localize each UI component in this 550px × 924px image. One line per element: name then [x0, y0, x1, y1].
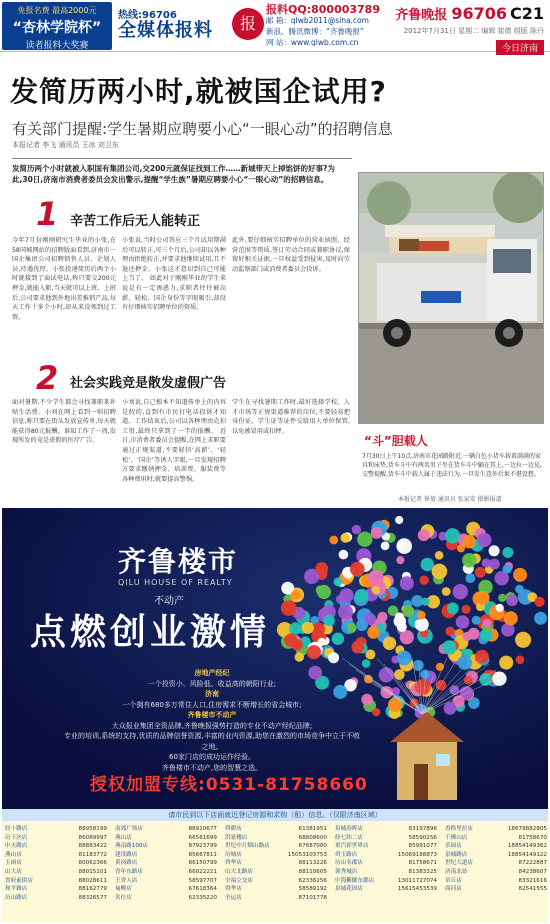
directory-row: [2, 885, 110, 894]
store-name: 重汽彩世界店: [335, 843, 369, 850]
store-name: 济南北站: [445, 868, 468, 875]
directory-column: [442, 825, 550, 894]
store-name: 山大店: [5, 868, 22, 875]
store-phone: 80062366: [78, 860, 107, 867]
store-phone: 81758671: [408, 860, 437, 867]
store-name: 和平路店: [5, 886, 28, 893]
store-name: 舜华店: [225, 860, 242, 867]
store-phone: 58597707: [188, 877, 217, 884]
article-byline: 本报记者 李飞 通讯员 王冰 刘卫东: [12, 141, 119, 149]
ad-line-5: 齐鲁楼市不动产: [187, 711, 237, 719]
store-phone: 15615453539: [397, 886, 437, 893]
directory-row: [2, 868, 110, 877]
directory-column: [2, 825, 110, 902]
store-phone: 88028611: [78, 877, 107, 884]
store-name: 章丘店: [445, 877, 462, 884]
news-photo: [358, 172, 544, 424]
body-para-5: 小刘说,自己根本不知道传单上的内容是假的,直到有市民打电话投诉才知道。工作结束后,公司以各种理由克扣工资,最终只拿到了一半的报酬。: [122, 399, 226, 435]
store-phone: 66022221: [188, 868, 217, 875]
store-name: 甸柳店: [115, 886, 132, 893]
ad-line-8: 60家门店的成功运作经验。: [169, 753, 255, 761]
paper-number: 96706: [451, 4, 507, 23]
directory-row: [222, 851, 330, 860]
directory-row: [442, 834, 550, 843]
directory-row: [112, 842, 220, 851]
ad-line-3: 济南: [205, 690, 219, 698]
store-name: 舜华店: [225, 886, 242, 893]
body-para-6: 近日,市消费者委员会提醒,在网上求职要通过正规渠道,不要轻信‘高薪’、‘轻松’、‘国企’等诱人字眼,一旦发现招聘方要求缴纳押金、培训费、服装费等各种费用时,就要提高警惕。: [122, 427, 226, 483]
store-name: 燕山店: [5, 851, 22, 858]
section2-title: 社会实践竞是散发虚假广告: [70, 376, 227, 391]
store-name: 香格里拉店: [445, 826, 473, 832]
store-phone: 88110605: [298, 868, 327, 875]
directory-row: [2, 851, 110, 860]
article-headline: 发简历两小时,就被国企试用?: [10, 75, 387, 108]
body-col-4: [12, 398, 116, 500]
directory-row: [222, 885, 330, 894]
store-name: 泉城春晖店: [335, 826, 363, 832]
store-name: 历山路店: [5, 894, 28, 901]
store-name: 经七纬二店: [335, 834, 363, 841]
store-phone: 62336256: [298, 877, 327, 884]
store-phone: 67687080: [298, 843, 327, 850]
directory-row: [332, 851, 440, 860]
store-phone: 18854149362: [507, 843, 547, 850]
store-name: 乐园店: [445, 843, 462, 850]
photo-caption: 7月30日上午10点,济南市花园路附近,一辆白色小货车载着满满的家具和床垫,货车斗中有两名男子坐在货车斗中躺在其上,一边拉一边晃,交警提醒,货车斗中载人属于违法行为,一旦发生意外后果不堪设想。: [362, 453, 542, 479]
store-phone: 86089997: [78, 834, 107, 841]
directory-row: [112, 877, 220, 886]
ad-phone-number: 0531-81758660: [205, 775, 368, 795]
ad-line-9: 齐鲁楼市不动产,您的智慧之选。: [161, 763, 263, 772]
hotline-number: 96706: [142, 10, 177, 21]
body-para-3: 如此对于刚刚毕业的学生来说是有一定诱惑力,求职者往往被高薪、轻松、国企身份等字眼吸引,却没有仔细核实招聘单位的资质。: [122, 275, 226, 312]
store-phone: 66561699: [188, 834, 217, 841]
directory-row: [442, 885, 550, 894]
date-line: 2012年7月31日 星期二 编辑 崔倩 组版 陈丹: [403, 27, 544, 35]
store-phone: 18678882805: [507, 826, 547, 832]
store-phone: 81183772: [78, 851, 107, 858]
directory-row: [222, 894, 330, 903]
directory-row: [222, 877, 330, 886]
store-phone: 87222887: [518, 860, 547, 867]
store-phone: 13011727074: [397, 877, 437, 884]
store-name: 历下区店: [5, 834, 28, 841]
directory-row: [332, 834, 440, 843]
store-phone: 87101778: [298, 894, 327, 901]
directory-row: [112, 859, 220, 868]
ad-line-6: 大众报业集团全资品牌,齐鲁晚报强势打造的专业不动产经纪品牌;: [111, 721, 313, 730]
store-name: 青年东路店: [115, 868, 143, 875]
qq-number: 800003789: [311, 3, 380, 16]
store-name: 燕山店: [115, 834, 132, 841]
section1-number: 1: [36, 195, 59, 233]
store-name: 历城店: [225, 851, 242, 858]
store-phone: 62335220: [188, 894, 217, 901]
ad-phone-label: 授权加盟专线:: [90, 775, 206, 795]
real-estate-ad[interactable]: [2, 508, 548, 809]
body-col-3: [232, 236, 350, 372]
store-phone: 86150799: [188, 860, 217, 867]
body-col-5: [122, 398, 226, 500]
directory-row: [442, 851, 550, 860]
store-name: 名仕店: [115, 894, 132, 901]
store-name: 经十路店: [5, 826, 28, 832]
ad-brand-sub: 不动产: [154, 596, 184, 607]
article-lead: 发简历两个小时就被入职国有集团公司,交200元就保证找到工作……新城带天上掉馅饼的好事?为此,30日,济南市消费者委员会发出警示,提醒“学生族”暑期应聘要小心“一眼心动”的招聘信息。: [12, 158, 352, 185]
store-phone: 88910677: [188, 826, 217, 832]
directory-row: [2, 894, 110, 903]
directory-row: [112, 834, 220, 843]
store-phone: 61381951: [298, 826, 327, 832]
store-name: 千佛山店: [445, 834, 468, 841]
directory-row: [2, 877, 110, 886]
section2-number: 2: [36, 359, 59, 397]
directory-row: [442, 868, 550, 877]
directory-column: [332, 825, 440, 894]
store-directory: [2, 821, 548, 922]
directory-row: [2, 825, 110, 834]
contact-weibo: 新浪、腾讯微博：“齐鲁晚报”: [266, 27, 364, 36]
store-name: 中海紫御东郡店: [335, 877, 375, 884]
store-phone: 15053103753: [287, 851, 327, 858]
store-name: 黄岗路店: [115, 860, 138, 867]
ad-description: [62, 668, 362, 773]
section1-title: 辛苦工作后无人能转正: [70, 214, 201, 229]
body-col-6: [232, 398, 350, 500]
directory-row: [332, 842, 440, 851]
directory-row: [222, 842, 330, 851]
body-para-1: 今年7月份刚刚研究生毕业的小张,在58同城网站的招聘版面看到,济南市一国企集团公司招聘销售人员、企划人员,待遇优厚。小张投递简历后两个小时就接到了面试电话,称只要交200元押金,就能入职,当天就可以上班。上班后,公司要求他到外地出差推销产品,每天工作十多个小时,却从来没领到过工资。: [12, 237, 116, 321]
store-name: 世纪大道店: [445, 860, 473, 867]
store-name: 省府前街店: [5, 877, 33, 884]
store-phone: 88958199: [78, 826, 107, 832]
store-name: 建设路店: [115, 851, 138, 858]
directory-row: [112, 825, 220, 834]
directory-row: [442, 842, 550, 851]
directory-row: [332, 877, 440, 886]
store-phone: 88883422: [78, 843, 107, 850]
body-col-2: [122, 236, 226, 372]
directory-column: [222, 825, 330, 902]
directory-row: [2, 834, 110, 843]
store-phone: 83197896: [408, 826, 437, 832]
directory-row: [2, 859, 110, 868]
store-name: 燕南路100店: [115, 843, 149, 850]
store-phone: 58589192: [298, 886, 327, 893]
body-para-7: 此外,要仔细核实招聘单位的营业执照、经营范围等资质,签订劳动合同或兼职协议,保留好相关证据,一旦权益受到侵害,及时向劳动监察部门或消费者委员会投诉。: [232, 237, 350, 273]
store-name: 山大北路店: [225, 868, 253, 875]
store-phone: 83321616: [518, 877, 547, 884]
store-name: 泉城路店: [445, 851, 468, 858]
store-name: 历山名郡店: [335, 860, 363, 867]
store-name: 王舍人店: [115, 877, 138, 884]
ad-line-2: 一个投资小、风险低、收益高的朝阳行业;: [147, 679, 277, 688]
directory-row: [222, 859, 330, 868]
directory-row: [112, 851, 220, 860]
directory-notice: 请市民到以下店面就近登记房源和求购（租）信息。（仅限济南区域）: [2, 809, 548, 821]
directory-row: [2, 842, 110, 851]
store-phone: 88015101: [78, 868, 107, 875]
body-para-8: 学生在寻找暑期工作时,最好选择学校、人才市场等正规渠道推荐的岗位,不要轻易把身份证、学生证等证件交给用人单位保管,以免被冒用或扣押。: [232, 399, 350, 435]
directory-row: [222, 825, 330, 834]
store-phone: 88162779: [78, 886, 107, 893]
store-name: 泉城花园店: [335, 886, 363, 893]
masthead: [0, 0, 550, 52]
directory-row: [332, 859, 440, 868]
store-phone: 18854149122: [507, 851, 547, 858]
truck-photo-illustration: [359, 173, 544, 424]
contact-website[interactable]: 网 站：www.qlwb.com.cn: [266, 38, 359, 47]
directory-row: [222, 868, 330, 877]
photo-credit: 本报记者 崔倩 通讯员 张家安 摄影报道: [398, 496, 502, 503]
ad-line-1: 房地产经纪: [194, 669, 230, 677]
directory-column: [112, 825, 220, 902]
promo-line2: “杏林学院杯”: [12, 20, 102, 36]
store-name: 领秀城店: [335, 868, 358, 875]
promo-line3: 读者报料大奖赛: [25, 41, 89, 51]
directory-row: [332, 885, 440, 894]
directory-row: [112, 894, 220, 903]
section-label: 今日济南: [496, 40, 544, 55]
store-phone: 68808600: [298, 834, 327, 841]
ad-brand-en: QILU HOUSE OF REALTY: [118, 578, 233, 587]
directory-row: [112, 885, 220, 894]
directory-row: [332, 868, 440, 877]
store-phone: 85991077: [408, 843, 437, 850]
paper-logo: 齐鲁晚报: [395, 8, 448, 23]
store-name: 舜耕店: [225, 826, 242, 832]
store-name: 玉函店: [5, 860, 22, 867]
store-phone: 88326577: [78, 894, 107, 901]
store-name: 中天路店: [5, 843, 28, 850]
directory-row: [442, 877, 550, 886]
directory-row: [332, 825, 440, 834]
body-para-4: 面对暑期,不少学生都会寻找兼职来补贴生活费。小刘在网上看到一则招聘信息,称只要在街头发放宣传单,每天就能获得80元报酬。谁知工作了一周,发现所发的竟是虚假的医疗广告。: [12, 399, 116, 445]
media-title: 全媒体报料: [118, 20, 213, 41]
store-name: 全运店: [225, 894, 242, 901]
body-para-2: 小张说,当时公司答应三个月试用期满后可以转正,可三个月后,公司却以各种理由拒绝转正,并要求他继续试用,且不退还押金。小张这才意识到自己可能上当了。: [122, 237, 226, 283]
promo-banner[interactable]: [2, 2, 112, 50]
paper-brand: [386, 4, 544, 55]
megaphone-icon: 报: [232, 8, 264, 40]
store-name: 世纪中片烟山路店: [225, 843, 270, 850]
directory-row: [442, 859, 550, 868]
store-phone: 82541555: [518, 886, 547, 893]
ad-phone[interactable]: [90, 770, 368, 795]
store-name: 洪家楼店: [225, 834, 248, 841]
store-phone: 84238607: [518, 868, 547, 875]
contact-email: 邮 箱：qlwb2011@sina.com: [266, 16, 369, 25]
contact-block: 报料QQ:800003789 邮 箱：qlwb2011@sina.com 新浪、腾讯微博：“齐鲁晚报” 网 站：www.qlwb.com.cn: [266, 4, 386, 48]
ad-line-4: 一个拥有680多万常住人口,住房需求不断增长的省会城市;: [122, 700, 302, 709]
ad-slogan: 点燃创业激情: [30, 612, 271, 653]
store-phone: 67618364: [188, 886, 217, 893]
store-phone: 15069188873: [397, 851, 437, 858]
photo-caption-title: “斗”胆载人: [364, 434, 428, 448]
store-phone: 88113226: [298, 860, 327, 867]
store-phone: 81758670: [518, 834, 547, 841]
directory-row: [222, 834, 330, 843]
store-phone: 81383325: [408, 868, 437, 875]
page-code: C21: [509, 4, 544, 23]
store-name: 舜玉路店: [335, 851, 358, 858]
article-subhead: 有关部门提醒:学生暑期应聘要小心“一眼心动”的招聘信息: [12, 120, 393, 138]
hotline-block: 热线:96706 全媒体报料: [118, 6, 230, 44]
directory-row: [442, 825, 550, 834]
store-phone: 85667811: [188, 851, 217, 858]
store-name: 商河店: [445, 886, 462, 893]
ad-line-7: 专业的培训,系统的支持,优质的品牌信誉资源,丰富的业内资源,助您在激烈的市场竞争中立于不败之地。: [64, 732, 360, 751]
hotline-label: 热线: [118, 10, 138, 21]
ad-brand: 齐鲁楼市: [118, 545, 239, 578]
store-name: 南郊广场店: [115, 826, 143, 832]
store-phone: 58590256: [408, 834, 437, 841]
promo-line1: 免报名费 最高2000元: [17, 6, 97, 15]
store-name: 全福立交店: [225, 877, 253, 884]
directory-row: [112, 868, 220, 877]
body-col-1: [12, 236, 116, 372]
qq-label: 报料QQ: [266, 3, 307, 16]
store-phone: 87923799: [188, 843, 217, 850]
